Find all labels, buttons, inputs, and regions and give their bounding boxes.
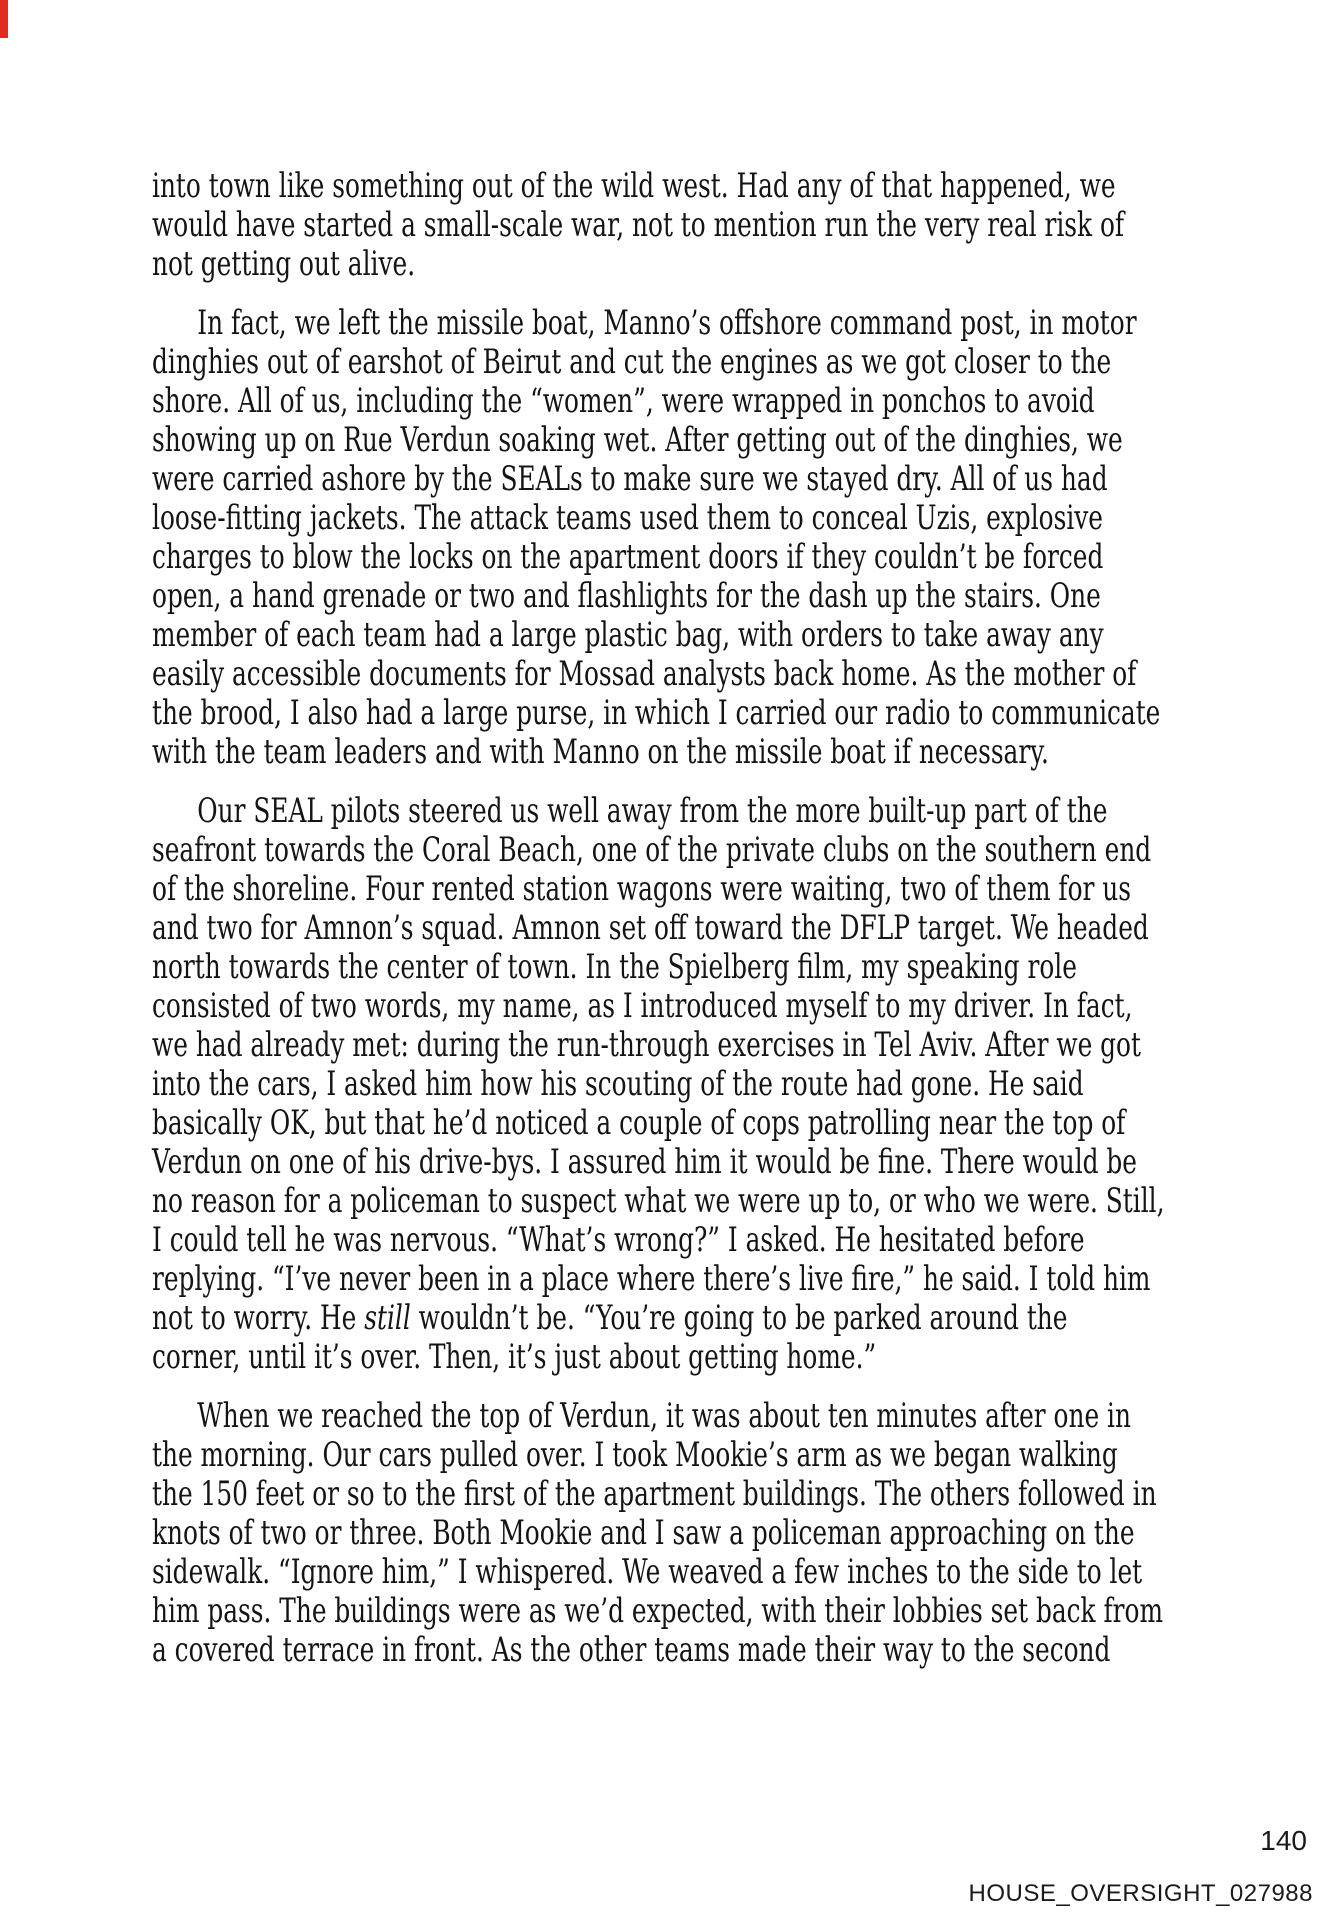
text-line: were carried ashore by the SEALs to make sure we stayed dry. All of us had	[152, 459, 1108, 499]
text-line: loose-fitting jackets. The attack teams used them to conceal Uzis, explosive	[152, 498, 1103, 538]
paragraph	[152, 1397, 1272, 1670]
text-line: consisted of two words, my name, as I introduced myself to my driver. In fact,	[152, 986, 1133, 1026]
text-line: into town like something out of the wild west. Had any of that happened, we	[152, 166, 1116, 206]
text-line: sidewalk. “Ignore him,” I whispered. We weaved a few inches to the side to let	[152, 1552, 1143, 1592]
text-line: In fact, we left the missile boat, Manno’s offshore command post, in motor	[197, 303, 1137, 343]
text-line: him pass. The buildings were as we’d expected, with their lobbies set back from	[152, 1591, 1163, 1631]
text-line: basically OK, but that he’d noticed a couple of cops patrolling near the top of	[152, 1103, 1126, 1143]
text-line: charges to blow the locks on the apartment doors if they couldn’t be forced	[152, 537, 1104, 577]
text-line: shore. All of us, including the “women”, were wrapped in ponchos to avoid	[152, 381, 1095, 421]
text-line: would have started a small-scale war, not to mention run the very real risk of	[152, 205, 1125, 245]
text-line: not getting out alive.	[152, 244, 416, 284]
text-line: knots of two or three. Both Mookie and I saw a policeman approaching on the	[152, 1513, 1135, 1553]
text-line: dinghies out of earshot of Beirut and cut the engines as we got closer to the	[152, 342, 1112, 382]
text-line: no reason for a policeman to suspect what we were up to, or who we were. Still,	[152, 1181, 1165, 1221]
body-text	[152, 167, 1272, 1670]
text-line: into the cars, I asked him how his scouting of the route had gone. He said	[152, 1064, 1084, 1104]
text-line: with the team leaders and with Manno on the missile boat if necessary.	[152, 732, 1049, 772]
text-line: corner, until it’s over. Then, it’s just about getting home.”	[152, 1337, 877, 1377]
text-line: seafront towards the Coral Beach, one of the private clubs on the southern end	[152, 830, 1152, 870]
text-line: Verdun on one of his drive-bys. I assured him it would be fine. There would be	[152, 1142, 1137, 1182]
text-line: not to worry. He still wouldn’t be. “You’re going to be parked around the	[152, 1298, 1068, 1338]
paragraph	[152, 167, 1272, 284]
text-line: Our SEAL pilots steered us well away from the more built-up part of the	[197, 791, 1108, 831]
text-line: north towards the center of town. In the Spielberg film, my speaking role	[152, 947, 1077, 987]
text-line: we had already met: during the run-through exercises in Tel Aviv. After we got	[152, 1025, 1141, 1065]
text-line: When we reached the top of Verdun, it was about ten minutes after one in	[197, 1396, 1131, 1436]
text-line: and two for Amnon’s squad. Amnon set off toward the DFLP target. We headed	[152, 908, 1149, 948]
text-line: a covered terrace in front. As the other teams made their way to the second	[152, 1630, 1111, 1670]
text-line: the brood, I also had a large purse, in which I carried our radio to communicate	[152, 693, 1161, 733]
text-line: showing up on Rue Verdun soaking wet. After getting out of the dinghies, we	[152, 420, 1123, 460]
text-line: easily accessible documents for Mossad analysts back home. As the mother of	[152, 654, 1137, 694]
text-line: the morning. Our cars pulled over. I took Mookie’s arm as we began walking	[152, 1435, 1118, 1475]
text-line: of the shoreline. Four rented station wagons were waiting, two of them for us	[152, 869, 1132, 909]
paragraph	[152, 304, 1272, 772]
text-line: open, a hand grenade or two and flashlights for the dash up the stairs. One	[152, 576, 1101, 616]
text-line: I could tell he was nervous. “What’s wrong?” I asked. He hesitated before	[152, 1220, 1085, 1260]
text-line: the 150 feet or so to the first of the apartment buildings. The others followed in	[152, 1474, 1157, 1514]
bates-number: HOUSE_OVERSIGHT_027988	[968, 1880, 1313, 1907]
paragraph	[152, 792, 1272, 1377]
red-margin-mark	[0, 0, 8, 38]
text-line: member of each team had a large plastic bag, with orders to take away any	[152, 615, 1104, 655]
page-number: 140	[1260, 1825, 1307, 1856]
text-line: replying. “I’ve never been in a place where there’s live fire,” he said. I told him	[152, 1259, 1151, 1299]
